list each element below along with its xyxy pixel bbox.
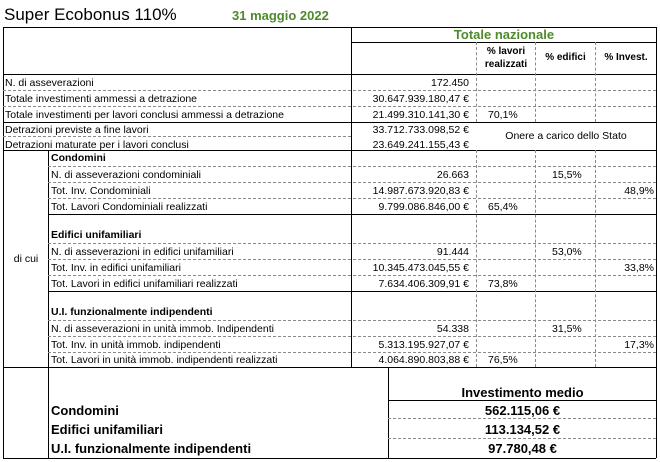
group-title: U.I. funzionalmente indipendenti xyxy=(51,306,213,318)
row-value: 7.634.406.309,91 € xyxy=(378,278,469,290)
pct-lavori-value: 73,8% xyxy=(488,278,518,290)
medio-value: 562.115,06 € xyxy=(484,403,561,418)
row-label: Tot. Inv. in edifici unifamiliari xyxy=(51,262,181,274)
row-label: N. di asseverazioni in unità immob. Indipendenti xyxy=(51,323,274,335)
col-header-pct-lavori xyxy=(477,45,535,71)
group-title: Condomini xyxy=(51,152,106,164)
medio-label: Edifici unifamiliari xyxy=(51,422,163,437)
pct-edifici-value: 15,5% xyxy=(552,169,582,181)
col-header-pct-invest: % Invest. xyxy=(604,52,648,63)
row-label: N. di asseverazioni xyxy=(5,77,94,89)
page-title: Super Ecobonus 110% xyxy=(4,5,177,24)
row-value: 54.338 xyxy=(436,323,469,335)
row-label: Detrazioni previste a fine lavori xyxy=(5,124,149,136)
row-value: 5.313.195.927,07 € xyxy=(378,339,469,351)
row-label: Detrazioni maturate per i lavori conclusi xyxy=(5,139,189,151)
medio-value: 113.134,52 € xyxy=(484,422,561,437)
row-value: 91.444 xyxy=(436,246,469,258)
pct-invest-value: 17,3% xyxy=(624,339,654,351)
row-value: 33.712.733.098,52 € xyxy=(372,124,469,136)
row-value: 9.799.086.846,00 € xyxy=(378,201,469,213)
row-value: 10.345.473.045,55 € xyxy=(372,262,469,274)
investimento-medio-heading: Investimento medio xyxy=(461,385,584,400)
row-label: Tot. Inv. in unità immob. indipendenti xyxy=(51,339,221,351)
report-date: 31 maggio 2022 xyxy=(232,8,329,23)
row-value: 172.450 xyxy=(431,77,469,89)
medio-value: 97.780,48 € xyxy=(488,441,557,456)
row-value: 23.649.241.155,43 € xyxy=(372,139,469,151)
col-header-pct-lavori-line1: % lavori xyxy=(486,46,526,57)
row-label: N. di asseverazioni in edifici unifamiliari xyxy=(51,246,234,258)
di-cui-label: di cui xyxy=(13,253,39,265)
row-value: 4.064.890.803,88 € xyxy=(378,354,469,366)
col-header-pct-edifici: % edifici xyxy=(545,52,586,63)
col-header-pct-lavori-line2: realizzati xyxy=(484,59,528,70)
pct-invest-value: 33,8% xyxy=(624,262,654,274)
row-value: 30.647.939.180,47 € xyxy=(372,93,469,105)
detrazioni-note: Onere a carico dello Stato xyxy=(505,130,627,142)
row-label: Tot. Inv. Condominiali xyxy=(51,185,151,197)
pct-invest-value: 48,9% xyxy=(624,185,654,197)
row-label: N. di asseverazioni condominiali xyxy=(51,169,201,181)
group-title: Edifici unifamiliari xyxy=(51,229,142,241)
pct-lavori-value: 76,5% xyxy=(488,354,518,366)
row-label: Tot. Lavori in unità immob. indipendenti realizzati xyxy=(51,354,278,366)
medio-label: U.I. funzionalmente indipendenti xyxy=(51,441,252,456)
row-value: 14.987.673.920,83 € xyxy=(372,185,469,197)
medio-label: Condomini xyxy=(51,403,119,418)
row-label: Totale investimenti ammessi a detrazione xyxy=(5,93,198,105)
row-label: Totale investimenti per lavori conclusi ammessi a detrazione xyxy=(5,109,284,121)
row-label: Tot. Lavori in edifici unifamiliari realizzati xyxy=(51,278,238,290)
row-value: 21.499.310.141,30 € xyxy=(372,109,469,121)
row-label: Tot. Lavori Condominiali realizzati xyxy=(51,201,208,213)
pct-edifici-value: 53,0% xyxy=(552,246,582,258)
pct-lavori-value: 65,4% xyxy=(488,201,518,213)
pct-lavori-value: 70,1% xyxy=(488,109,518,121)
row-value: 26.663 xyxy=(436,169,469,181)
section-title: Totale nazionale xyxy=(453,27,555,42)
pct-edifici-value: 31,5% xyxy=(552,323,582,335)
